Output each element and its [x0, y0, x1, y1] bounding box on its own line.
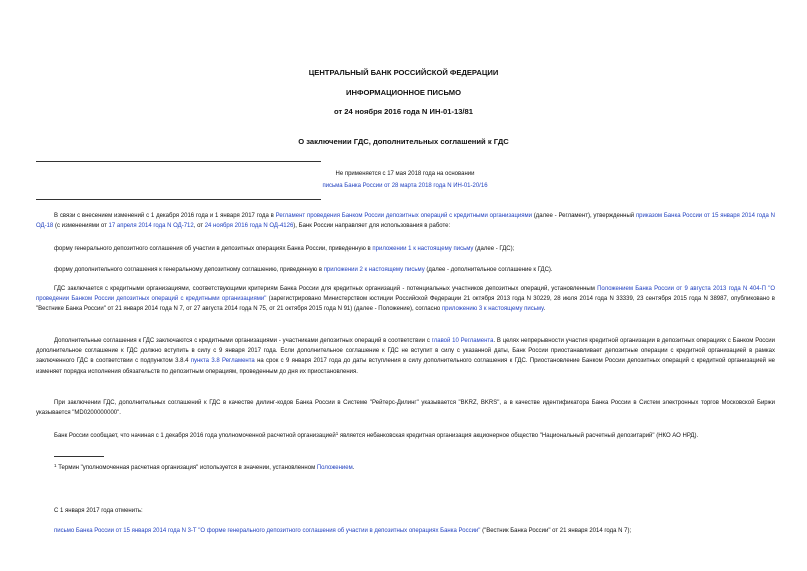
- status-note-link[interactable]: письма Банка России от 28 марта 2018 года N ИН-01-20/16: [322, 183, 488, 189]
- order-od712-link[interactable]: 17 апреля 2014 года N ОД-712: [108, 223, 194, 230]
- document-type: ИНФОРМАЦИОННОЕ ПИСЬМО: [346, 88, 461, 97]
- paragraph-intro: [36, 211, 775, 231]
- p3-text-1: Дополнительные соглашения к ГДС заключаются с кредитными организациями - участниками депозитных операций в соответствии с: [54, 338, 432, 344]
- p1-text-5: ), Банк России направляет для использования в работе:: [293, 223, 451, 230]
- cancellation-text: ("Вестник Банка России" от 21 января 2014 года N 7);: [480, 528, 632, 534]
- divider-top: [36, 161, 321, 162]
- item1-text-2: (далее - ГДС);: [473, 246, 515, 252]
- regulation-404p-link[interactable]: Положением Банка России от 9 августа 2013 года N 404-П "О проведении Банком России депозитных операций с кредитными организациями": [36, 286, 775, 303]
- paragraph-supplementary-agreements: [36, 336, 775, 377]
- p5-text-2: является небанковская кредитная организация акционерное общество "Национальный расчетный депозитарий" (НКО АО НРД).: [338, 433, 699, 439]
- footnote-divider: [54, 456, 104, 457]
- cancellation-intro: С 1 января 2017 года отменить:: [54, 508, 143, 514]
- p1-text-2: (далее - Регламент), утвержденный: [531, 213, 635, 219]
- bank-name: ЦЕНТРАЛЬНЫЙ БАНК РОССИЙСКОЙ ФЕДЕРАЦИИ: [308, 68, 499, 77]
- p2-text-3: .: [543, 306, 546, 313]
- item2-text-2: (далее - дополнительное соглашение к ГДС).: [424, 267, 553, 273]
- clause-3-8-link[interactable]: пункта 3.8 Регламента: [190, 358, 255, 365]
- appendix-1-link[interactable]: приложении 1 к настоящему письму: [372, 246, 474, 252]
- status-note-line: Не применяется с 17 мая 2018 года на основании: [335, 171, 475, 177]
- letter-3t-link[interactable]: письмо Банка России от 15 января 2014 года N 3-Т "О форме генерального депозитного соглашения об участии в депозитных операциях Банка России": [54, 528, 481, 534]
- p4-text: При заключении ГДС, дополнительных соглашений к ГДС в качестве дилинг-кодов Банка России в Системе "Рейтерс-Дилинг" указывается "BKRZ, BKRS", а в качестве идентификатора Банка России в Систем электронных торгов Московской Биржи указывается "MD0200000000".: [36, 400, 775, 417]
- footnote: [54, 461, 354, 473]
- p2-text-1: ГДС заключается с кредитными организациями, соответствующими критериям Банка России для кредитных организаций - потенциальных участников депозитных операций, установленным: [54, 286, 598, 292]
- divider-bottom: [36, 199, 321, 200]
- footnote-text-1: Термин "уполномоченная расчетная организация" используется в значении, установленном: [58, 465, 317, 471]
- appendix-2-link[interactable]: приложении 2 к настоящему письму: [323, 267, 425, 273]
- reglament-link[interactable]: Регламент проведения Банком России депозитных операций с кредитными организациями: [275, 213, 532, 219]
- list-item-supplementary-form: [54, 265, 553, 275]
- item1-text-1: форму генерального депозитного соглашения об участии в депозитных операциях Банка России, приведенную в: [54, 246, 373, 252]
- footnote-text-2: .: [352, 465, 355, 471]
- p1-text-4: , от: [193, 223, 205, 230]
- list-item-gds-form: [54, 244, 514, 254]
- p1-text-3: (с изменениями от: [53, 223, 109, 230]
- footnote-regulation-link[interactable]: Положением: [316, 465, 353, 471]
- paragraph-settlement-organization: [36, 429, 775, 441]
- p1-text-1: В связи с внесением изменений с 1 декабря 2016 года и 1 января 2017 года в: [54, 213, 276, 219]
- appendix-3-link[interactable]: приложению 3 к настоящему письму: [441, 306, 544, 313]
- paragraph-gds-conclusion: [36, 284, 775, 315]
- paragraph-dealing-codes: [36, 398, 775, 418]
- footnote-marker: 1: [335, 431, 339, 436]
- document-date-number: от 24 ноября 2016 года N ИН-01-13/81: [334, 107, 473, 116]
- order-od18-link[interactable]: приказом Банка России от 15 января 2014 года N ОД-18: [36, 213, 775, 230]
- item2-text-1: форму дополнительного соглашения к генеральному депозитному соглашению, приведенную в: [54, 267, 324, 273]
- footnote-number: 1: [54, 463, 57, 468]
- p3-text-3: на срок с 9 января 2017 года до даты вступления в силу дополнительного соглашения к ГДС. Приостановление Банком России депозитных операций с кредитной организацией не изменяет порядка исполнения обязательств по депозитным операциям, проведенным до дня их приостановления.: [36, 358, 776, 375]
- cancellation-item: [54, 526, 631, 536]
- p2-text-2: (зарегистрировано Министерством юстиции Российской Федерации 21 октября 2013 года N 30229, 28 июля 2014 года N 33339, 23 сентября 2015 года N 38987, опубликовано в "Вестнике Банка России" от 21 января 2014 года N 7, от 27 августа 2014 года N 75, от 21 октября 2015 года N 91) (далее - Положение), согласно: [36, 296, 775, 313]
- document-subject: О заключении ГДС, дополнительных соглашений к ГДС: [298, 137, 509, 146]
- order-od4126-link[interactable]: 24 ноября 2016 года N ОД-4126: [204, 223, 294, 230]
- p3-text-2: . В целях непрерывности участия кредитной организации в депозитных операциях с Банком России дополнительное соглашение к ГДС должно вступить в силу с 9 января 2017 года. Если дополнительное соглашение к ГДС не вступит в силу с указанной даты, Банк России приостанавливает депозитные операции с кредитной организацией в рамках заключенного ГДС в соответствии с подпунктом 3.8.4: [36, 338, 775, 365]
- status-note-link-line: [195, 183, 615, 189]
- chapter-10-link[interactable]: главой 10 Регламента: [431, 338, 494, 344]
- p5-text-1: Банк России сообщает, что начиная с 1 декабря 2016 года уполномоченной расчетной организацией: [54, 433, 336, 439]
